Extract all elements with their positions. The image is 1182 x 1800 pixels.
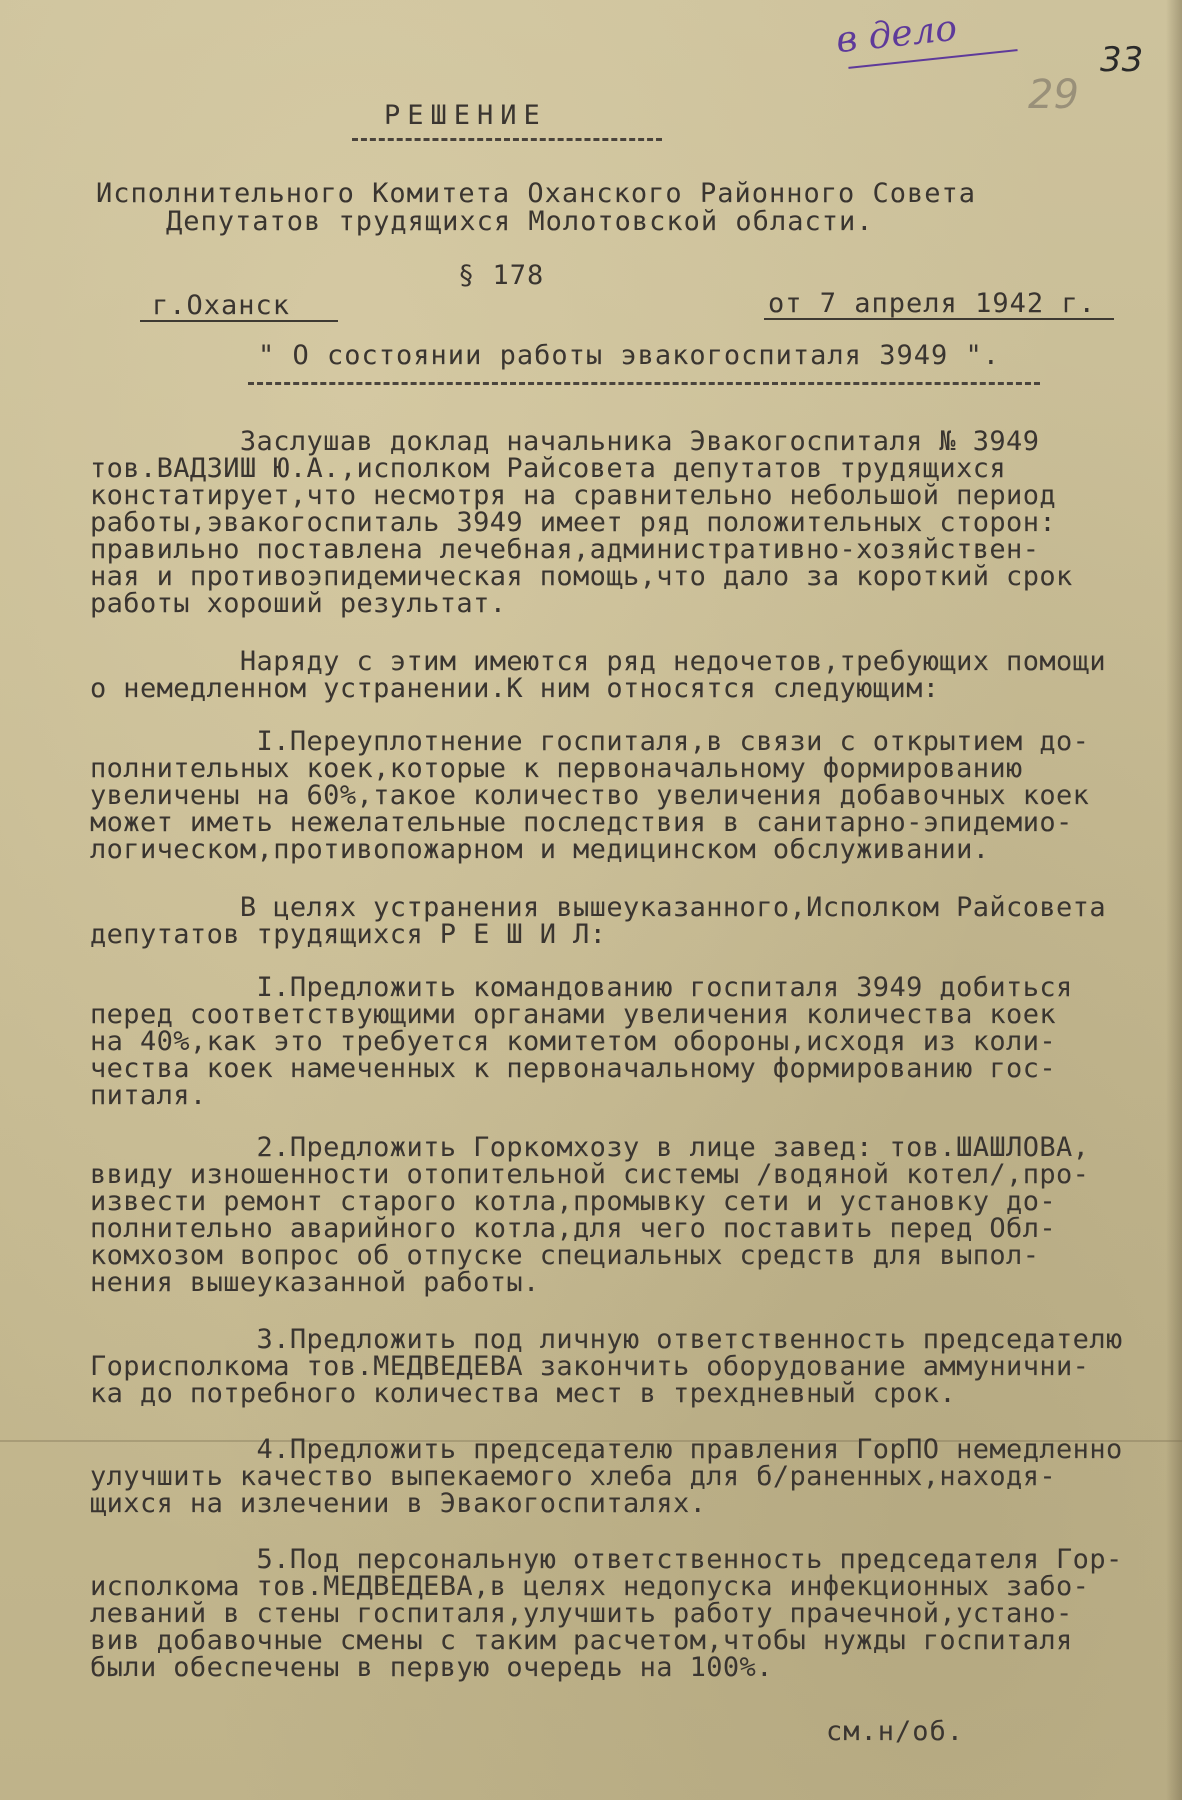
organization-line-1: Исполнительного Комитета Оханского Районного Совета: [96, 178, 977, 209]
city: г.Оханск: [152, 290, 291, 321]
subject-underline: [248, 382, 1040, 385]
paragraph: [90, 974, 1180, 1109]
text-line: улучшить качество выпекаемого хлеба для б/раненных,находя-: [90, 1461, 1057, 1492]
text-line: извести ремонт старого котла,промывку сети и установку до-: [90, 1186, 1057, 1217]
text-line: может иметь нежелательные последствия в санитарно-эпидемио-: [90, 807, 1073, 838]
text-line: увеличены на 60%,такое количество увеличения добавочных коек: [90, 780, 1090, 811]
decision-number: § 178: [458, 260, 545, 291]
text-line: комхозом вопрос об отпуске специальных средств для выпол-: [90, 1240, 1040, 1271]
continuation-note: см.н/об.: [826, 1716, 965, 1747]
text-line: I.Предложить командованию госпиталя 3949 добиться: [90, 972, 1073, 1003]
handwritten-note: в дело: [834, 7, 959, 62]
paragraph: [90, 1326, 1180, 1407]
paragraph: [90, 1436, 1180, 1517]
page-number: 33: [1100, 40, 1144, 80]
text-line: правильно поставлена лечебная,административно-хозяйствен-: [90, 534, 1040, 565]
text-line: 3.Предложить под личную ответственность председателю: [90, 1324, 1123, 1355]
paragraph: [90, 648, 1180, 702]
text-line: ка до потребного количества мест в трехдневный срок.: [90, 1378, 957, 1409]
text-line: исполкома тов.МЕДВЕДЕВА,в целях недопуска инфекционных забо-: [90, 1571, 1090, 1602]
text-line: чества коек намеченных к первоначальному формированию гос-: [90, 1053, 1057, 1084]
text-line: тов.ВАДЗИШ Ю.А.,исполком Райсовета депутатов трудящихся: [90, 453, 1007, 484]
text-line: о немедленном устранении.К ним относятся следующим:: [90, 673, 940, 704]
text-line: нения вышеуказанной работы.: [90, 1267, 540, 1298]
paragraph: [90, 1134, 1180, 1296]
text-line: полнительно аварийного котла,для чего поставить перед Обл-: [90, 1213, 1057, 1244]
paragraph: [90, 728, 1180, 863]
city-underline: [140, 320, 338, 322]
document-title: РЕШЕНИЕ: [384, 100, 547, 131]
text-line: I.Переуплотнение госпиталя,в связи с открытием до-: [90, 726, 1090, 757]
paragraph: [90, 428, 1180, 617]
text-line: Наряду с этим имеются ряд недочетов,требующих помощи: [90, 646, 1106, 677]
old-page-number: 29: [1028, 72, 1079, 118]
text-line: В целях устранения вышеуказанного,Исполком Райсовета: [90, 892, 1106, 923]
paragraph: [90, 894, 1180, 948]
text-line: Заслушав доклад начальника Эвакогоспиталя № 3949: [90, 426, 1040, 457]
text-line: леваний в стены госпиталя,улучшить работу прачечной,устано-: [90, 1598, 1073, 1629]
text-line: логическом,противопожарном и медицинском обслуживании.: [90, 834, 990, 865]
text-line: ная и противоэпидемическая помощь,что дало за короткий срок: [90, 561, 1073, 592]
text-line: щихся на излечении в Эвакогоспиталях.: [90, 1488, 707, 1519]
text-line: работы,эвакогоспиталь 3949 имеет ряд положительных сторон:: [90, 507, 1057, 538]
text-line: 5.Под персональную ответственность председателя Гор-: [90, 1544, 1123, 1575]
text-line: полнительных коек,которые к первоначальному формированию: [90, 753, 1023, 784]
text-line: питаля.: [90, 1080, 207, 1111]
decision-subject: " О состоянии работы эвакогоспиталя 3949 ".: [258, 340, 1000, 371]
decision-date: от 7 апреля 1942 г.: [768, 288, 1096, 319]
text-line: депутатов трудящихся Р Е Ш И Л:: [90, 919, 607, 950]
organization-line-2: Депутатов трудящихся Молотовской области.: [166, 206, 874, 237]
text-line: перед соответствующими органами увеличения количества коек: [90, 999, 1057, 1030]
title-underline: [352, 138, 662, 141]
text-line: констатирует,что несмотря на сравнительно небольшой период: [90, 480, 1057, 511]
text-line: 4.Предложить председателю правления ГорПО немедленно: [90, 1434, 1123, 1465]
text-line: вив добавочные смены с таким расчетом,чтобы нужды госпиталя: [90, 1625, 1073, 1656]
paragraph: [90, 1546, 1180, 1681]
text-line: Горисполкома тов.МЕДВЕДЕВА закончить оборудование аммунични-: [90, 1351, 1090, 1382]
text-line: на 40%,как это требуется комитетом обороны,исходя из коли-: [90, 1026, 1057, 1057]
text-line: 2.Предложить Горкомхозу в лице завед: тов.ШАШЛОВА,: [90, 1132, 1090, 1163]
text-line: были обеспечены в первую очередь на 100%.: [90, 1652, 773, 1683]
text-line: ввиду изношенности отопительной системы /водяной котел/,про-: [90, 1159, 1090, 1190]
date-underline: [764, 318, 1114, 320]
text-line: работы хороший результат.: [90, 588, 507, 619]
